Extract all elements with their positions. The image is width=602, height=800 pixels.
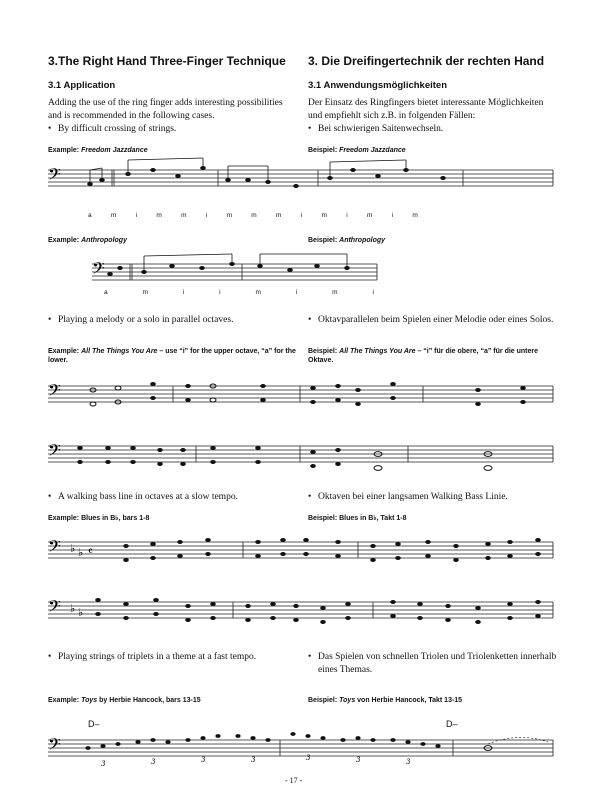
section-heading-en: 3.1 Application <box>48 80 116 91</box>
svg-text:𝄢: 𝄢 <box>48 596 61 620</box>
bass-clef-icon: 𝄢 <box>92 258 105 282</box>
svg-text:♭: ♭ <box>78 606 84 619</box>
svg-text:𝄢: 𝄢 <box>48 734 61 758</box>
svg-text:♭: ♭ <box>70 542 76 555</box>
bullet-octaves-en: • Playing a melody or a solo in parallel octaves. <box>48 314 298 327</box>
example-label-toys-en: Example: Toys by Herbie Hancock, bars 13-15 <box>48 697 201 704</box>
svg-text:𝄢: 𝄢 <box>48 536 61 560</box>
example-label-allthethings-de: Beispiel: All The Things You Are – “i” für die obere, “a” für die untere Oktave. <box>308 348 539 364</box>
staff-anthropology <box>92 258 382 292</box>
bullet-strings-de: • Bei schwierigen Saitenwechseln. <box>308 123 443 136</box>
example-label-anthropology-en: Example: Anthropology <box>48 237 127 244</box>
chord-symbol-left: D– <box>88 719 100 729</box>
staff-allthethings-1 <box>48 380 558 414</box>
bullet-strings-en: • By difficult crossing of strings. <box>48 123 176 136</box>
bullet-octaves-de: • Oktavparallelen beim Spielen einer Melodie oder eines Solos. <box>308 314 558 327</box>
bullet-walking-bass-en: • A walking bass line in octaves at a slow tempo. <box>48 491 298 504</box>
example-label-anthropology-de: Beispiel: Anthropology <box>308 237 386 244</box>
example-label-blues-en: Example: Blues in B♭, bars 1-8 <box>48 515 150 522</box>
fingering-row-freedom: a m i m m i m m m i m i m i m <box>88 212 418 219</box>
svg-text:♭: ♭ <box>70 602 76 615</box>
example-label-freedom-de: Beispiel: Freedom Jazzdance <box>308 147 406 154</box>
page-title-de: 3. Die Dreifingertechnik der rechten Hand <box>308 54 545 68</box>
example-label-blues-de: Beispiel: Blues in B♭, Takt 1-8 <box>308 515 407 522</box>
bullet-walking-bass-de: • Oktaven bei einer langsamen Walking Bass Linie. <box>308 491 568 504</box>
staff-allthethings-2 <box>48 440 558 474</box>
example-label-freedom-en: Example: Freedom Jazzdance <box>48 147 148 154</box>
triplet-mark: 3 <box>101 760 106 768</box>
staff-blues-1 <box>48 536 558 570</box>
bass-clef-icon: 𝄢 <box>48 164 61 188</box>
svg-text:3: 3 <box>201 756 206 764</box>
svg-text:♭: ♭ <box>78 546 84 559</box>
page-title-en: 3.The Right Hand Three-Finger Technique <box>48 54 286 68</box>
bullet-triplets-en: • Playing strings of triplets in a theme at a fast tempo. <box>48 651 298 664</box>
svg-text:3: 3 <box>151 758 156 766</box>
svg-text:𝄴: 𝄴 <box>88 545 93 558</box>
example-label-allthethings-en: Example: All The Things You Are – use “i” for the upper octave, “a” for the lower. <box>48 348 296 364</box>
page-number: - 17 - <box>285 776 303 785</box>
staff-toys <box>48 734 558 770</box>
intro-text-en: Adding the use of the ring finger adds interesting possibilities and is recommended in the following cases. <box>48 98 283 121</box>
bullet-triplets-de: • Das Spielen von schnellen Triolen und Triolenketten innerhalb eines Themas. <box>308 651 563 676</box>
svg-text:3: 3 <box>356 756 361 764</box>
svg-text:𝄢: 𝄢 <box>48 440 61 464</box>
svg-text:3: 3 <box>251 756 256 764</box>
staff-blues-2 <box>48 596 558 630</box>
example-label-toys-de: Beispiel: Toys von Herbie Hancock, Takt 13-15 <box>308 697 463 704</box>
fingering-row-anthropology: a m i i m i m i <box>104 289 374 296</box>
staff-freedom-jazzdance <box>48 164 558 208</box>
section-heading-de: 3.1 Anwendungsmöglichkeiten <box>308 80 448 91</box>
svg-text:3: 3 <box>306 754 311 762</box>
chord-symbol-right: D– <box>446 719 458 729</box>
intro-text-de: Der Einsatz des Ringfingers bietet interessante Möglichkeiten und empfiehlt sich z.B. in folgenden Fällen: <box>308 98 544 121</box>
svg-text:𝄢: 𝄢 <box>48 380 61 404</box>
svg-text:3: 3 <box>406 758 411 766</box>
